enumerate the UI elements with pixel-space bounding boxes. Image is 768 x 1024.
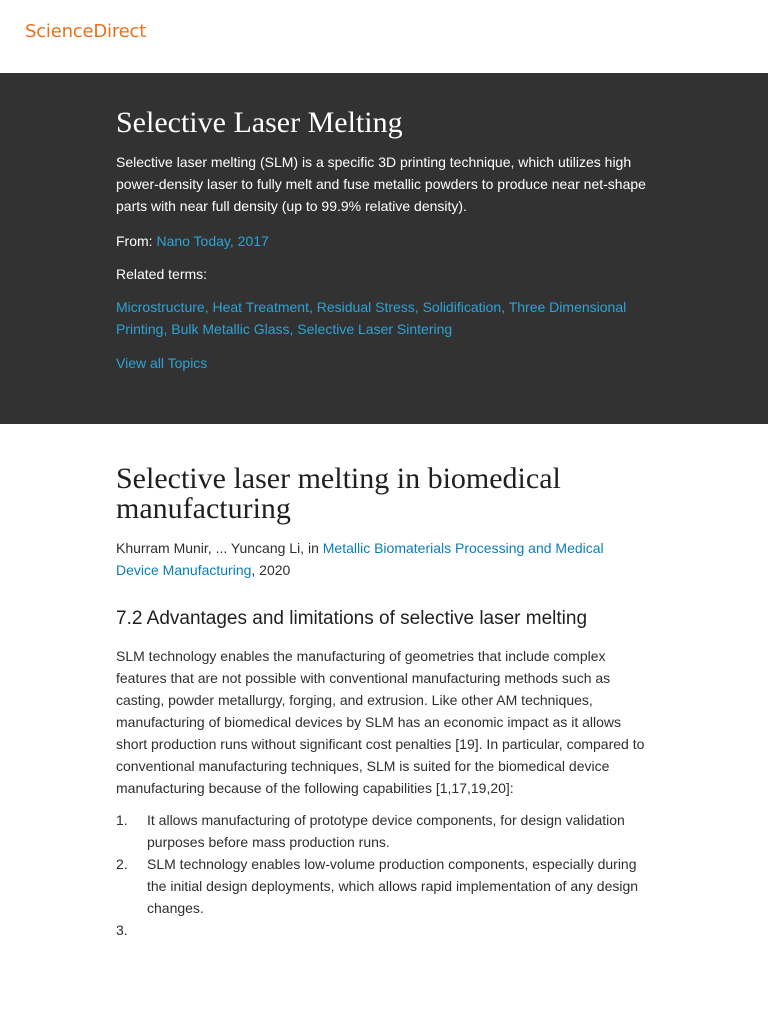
list-item [116, 919, 646, 941]
term-link-selective-laser-sintering[interactable]: Selective Laser Sintering [297, 321, 453, 337]
top-bar [0, 0, 768, 73]
topic-content [116, 105, 646, 374]
list-number: 3. [116, 922, 128, 938]
term-link-three-dimensional-printing[interactable]: Three Dimensional Printing [116, 299, 627, 337]
article-section [116, 464, 646, 941]
article-authors: Khurram Munir, ... Yuncang Li, in [116, 540, 323, 556]
article-paragraph: SLM technology enables the manufacturing of geometries that include complex features that are not possible with conventional manufacturing methods such as casting, powder metallurgy, forging, and extrusion. Like other AM techniques, manufacturing of biomedical devices by SLM has an economic impact as it allows short production runs without significant cost penalties [19]. In particular, compared to conventional manufacturing techniques, SLM is suited for the biomedical device manufacturing because of the following capabilities [1,17,19,20]: [116, 648, 645, 796]
list-item [116, 853, 646, 919]
topic-title: Selective Laser Melting [116, 106, 403, 139]
sciencedirect-logo[interactable]: ScienceDirect [25, 21, 147, 42]
topic-panel [0, 73, 768, 424]
topic-definition: Selective laser melting (SLM) is a specific 3D printing technique, which utilizes high power-density laser to fully melt and fuse metallic powders to produce near net-shape parts with near full density (up to 99.9% relative density). [116, 154, 646, 214]
related-terms-label: Related terms: [116, 266, 208, 282]
term-separator: , [501, 299, 509, 315]
article-byline [116, 537, 646, 581]
term-link-bulk-metallic-glass[interactable]: Bulk Metallic Glass [171, 321, 290, 337]
term-link-heat-treatment[interactable]: Heat Treatment [212, 299, 309, 315]
list-item [116, 809, 646, 853]
term-separator: , [163, 321, 172, 337]
list-number: 2. [116, 856, 128, 872]
section-heading: 7.2 Advantages and limitations of selective laser melting [116, 608, 588, 629]
term-link-residual-stress[interactable]: Residual Stress [316, 299, 415, 315]
capabilities-list [116, 809, 646, 941]
related-terms-list [116, 296, 646, 340]
source-link-nano-today[interactable]: Nano Today, 2017 [156, 233, 269, 249]
book-source-link[interactable]: Metallic Biomaterials Processing and Medical Device Manufacturing [116, 540, 604, 578]
view-all-topics-link[interactable]: View all Topics [116, 355, 208, 371]
term-separator: , [289, 321, 298, 337]
article-year: , 2020 [251, 562, 291, 578]
topic-source [116, 230, 646, 252]
list-number: 1. [116, 812, 128, 828]
term-separator: , [414, 299, 423, 315]
term-separator: , [204, 299, 213, 315]
term-link-solidification[interactable]: Solidification [422, 299, 502, 315]
article-title[interactable]: Selective laser melting in biomedical manufacturing [116, 462, 561, 525]
list-text: SLM technology enables low-volume production components, especially during the initial design deployments, which allows rapid implementation of any design changes. [147, 856, 639, 916]
list-text: It allows manufacturing of prototype device components, for design validation purposes before mass production runs. [147, 812, 625, 850]
from-label: From: [116, 233, 157, 249]
term-link-microstructure[interactable]: Microstructure [116, 299, 205, 315]
term-separator: , [308, 299, 317, 315]
